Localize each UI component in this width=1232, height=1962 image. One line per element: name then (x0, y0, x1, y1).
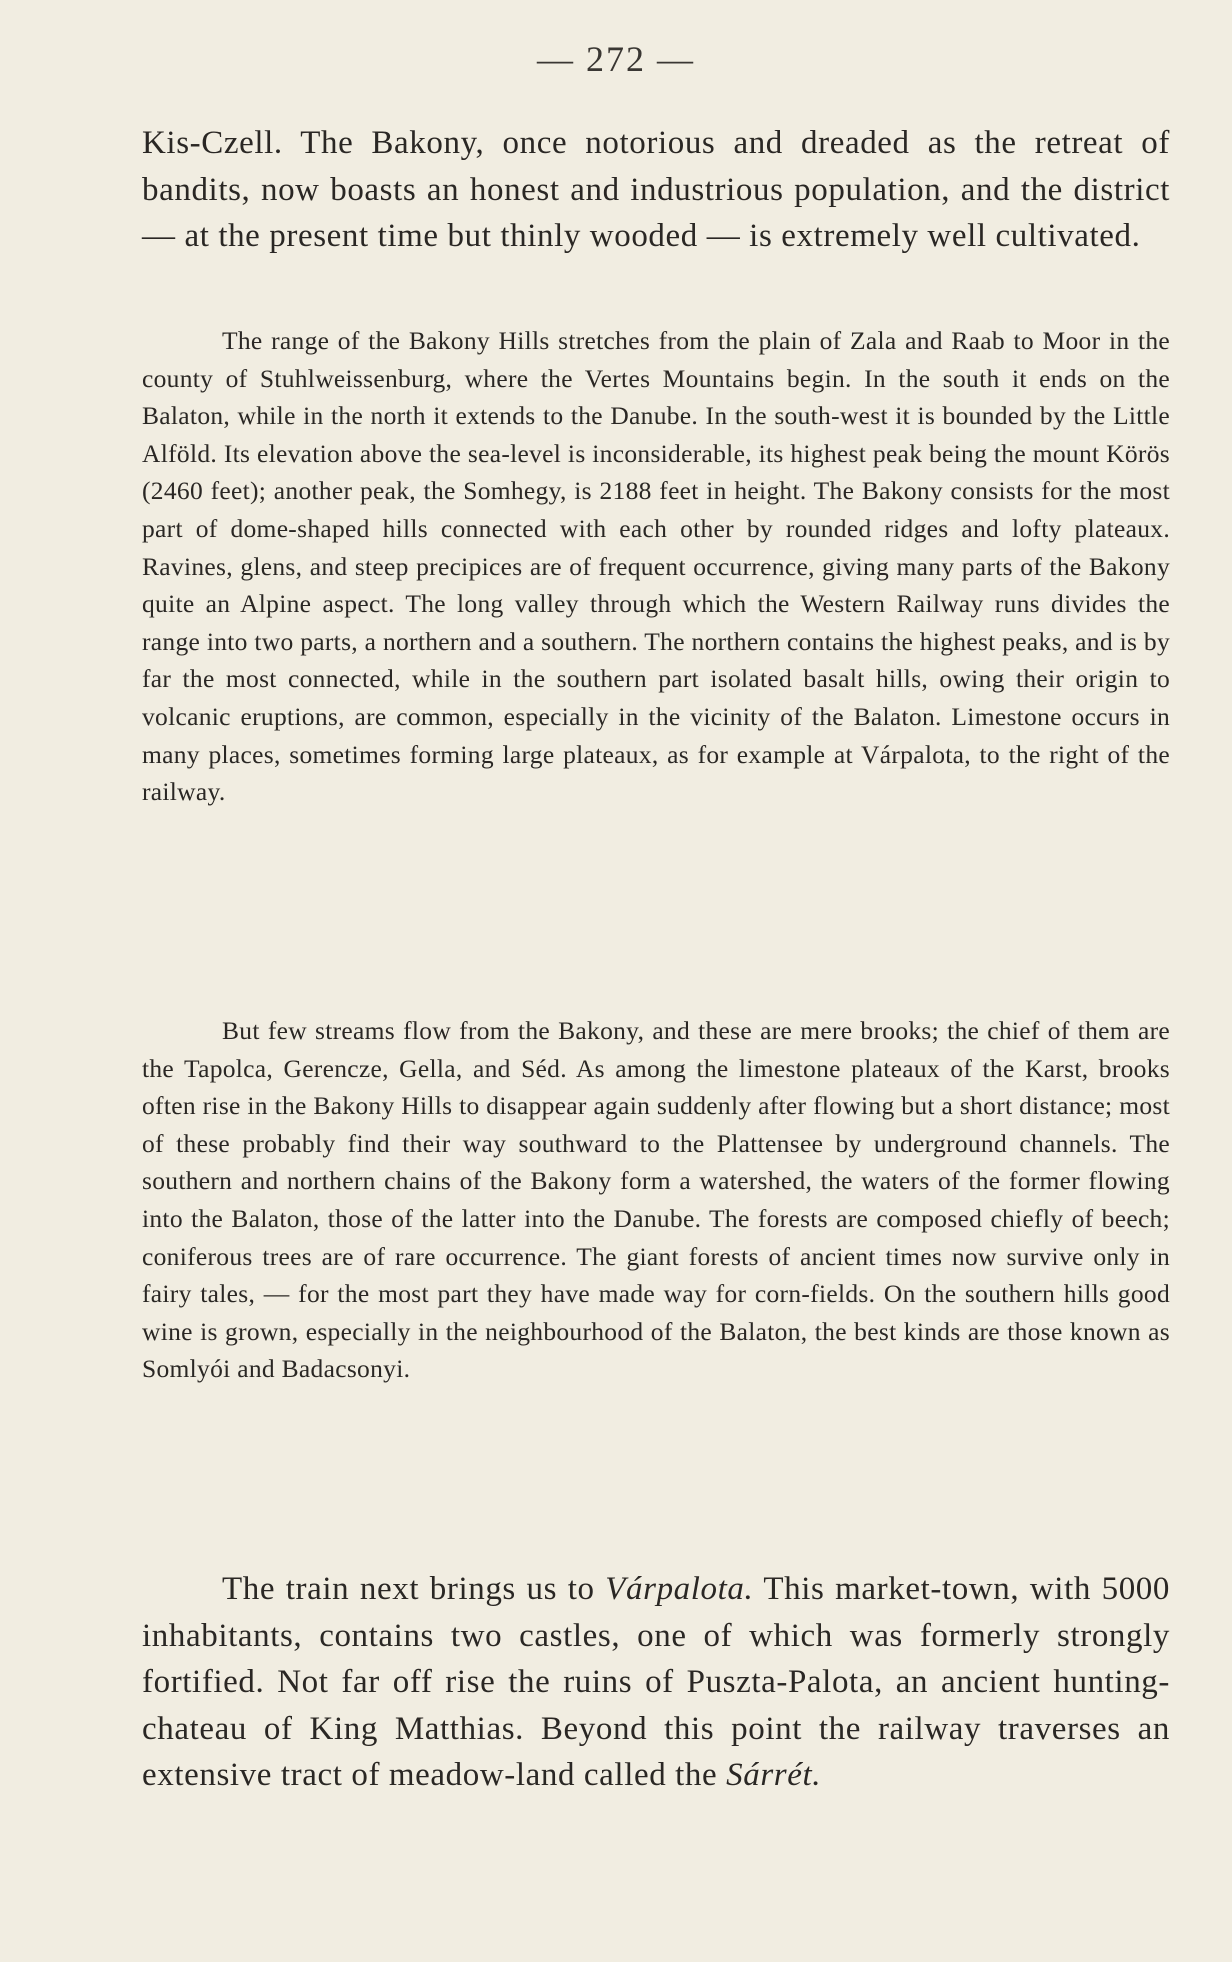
intro-paragraph: Kis-Czell. The Bakony, once notorious and dreaded as the retreat of bandits, now boasts an honest and industrious population, and the district — at the present time but thinly wooded — is extremely well cultivated. (142, 125, 1170, 254)
varpalota-paragraph (142, 1566, 1170, 1799)
page-number: — 272 — (537, 39, 695, 79)
bakony-range-paragraph: The range of the Bakony Hills stretches from the plain of Zala and Raab to Moor in the county of Stuhlweissenburg, where the Vertes Mountains begin. In the south it ends on the Balaton, while in the north it extends to the Danube. In the south-west it is bounded by the Little Alföld. Its elevation above the sea-level is inconsiderable, its highest peak being the mount Körös (2460 feet); another peak, the Somhegy, is 2188 feet in height. The Bakony consists for the most part of dome-shaped hills connected with each other by rounded ridges and lofty plateaux. Ravines, glens, and steep precipices are of frequent occurrence, giving many parts of the Bakony quite an Alpine aspect. The long valley through which the Western Railway runs divides the range into two parts, a northern and a southern. The northern contains the highest peaks, and is by far the most connected, while in the southern part isolated basalt hills, owing their origin to volcanic eruptions, are common, especially in the vicinity of the Balaton. Limestone occurs in many places, sometimes forming large plateaux, as for example at Várpalota, to the right of the railway. (142, 326, 1170, 807)
closing-text-1: The train next brings us to (222, 1571, 606, 1607)
place-name-sarret: Sárrét. (726, 1757, 822, 1793)
place-name-varpalota: Várpalota. (605, 1571, 754, 1607)
closing-text-2: This market-town, with 5000 inhabitants, contains two castles, one of which was formerly strongly fortified. Not far off rise the ruins of Puszta-Palota, an ancient hunting-chateau of King Matthias. Beyond this point the railway traverses an extensive tract of meadow-land called the (142, 1571, 1170, 1793)
bakony-streams-paragraph: But few streams flow from the Bakony, and these are mere brooks; the chief of them are the Tapolca, Gerencze, Gella, and Séd. As among the limestone plateaux of the Karst, brooks often rise in the Bakony Hills to disappear again suddenly after flowing but a short distance; most of these probably find their way southward to the Plattensee by underground channels. The southern and northern chains of the Bakony form a watershed, the waters of the former flowing into the Balaton, those of the latter into the Danube. The forests are composed chiefly of beech; coniferous trees are of rare occurrence. The giant forests of ancient times now survive only in fairy tales, — for the most part they have made way for corn-fields. On the southern hills good wine is grown, especially in the neighbourhood of the Balaton, the best kinds are those known as Somlyói and Badacsonyi. (142, 1016, 1170, 1384)
